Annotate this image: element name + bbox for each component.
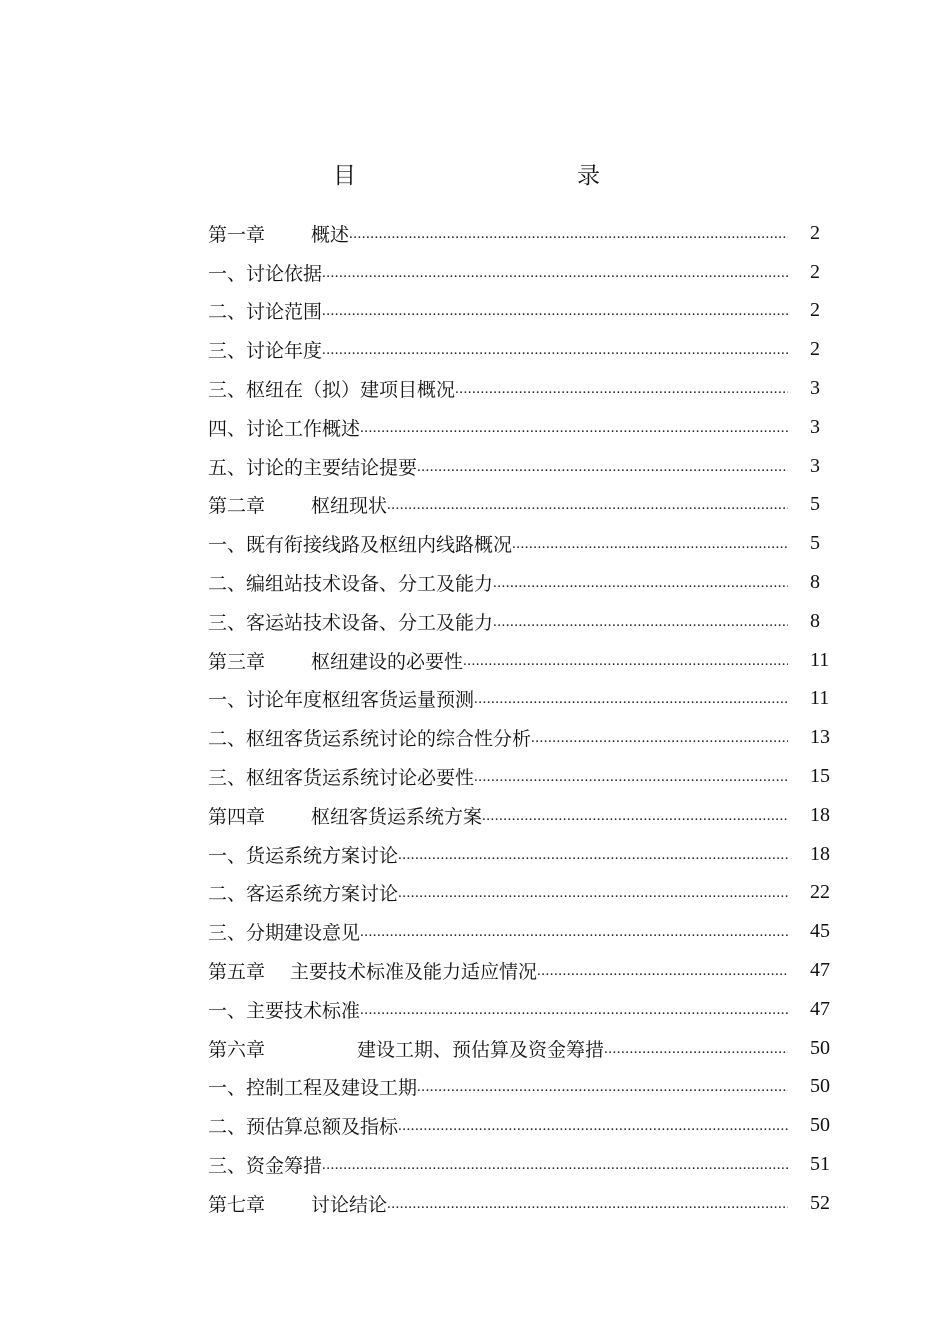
toc-dot-leader: [322, 304, 788, 330]
toc-dot-leader: [322, 343, 788, 369]
toc-entry-label: [208, 879, 398, 906]
toc-entry-text: 枢纽建设的必要性: [311, 650, 464, 673]
toc-dot-leader: [322, 266, 788, 292]
table-of-contents: [208, 214, 834, 1223]
toc-page-number: 13: [810, 726, 830, 749]
toc-dot-leader: [604, 1042, 788, 1068]
toc-entry-label: [208, 918, 360, 945]
toc-entry-label: [208, 530, 512, 557]
toc-section-entry[interactable]: [208, 253, 834, 292]
toc-page-number: 11: [810, 648, 830, 671]
toc-title-char-2: 录: [577, 163, 600, 189]
toc-dot-leader: [455, 382, 788, 408]
toc-chapter-entry[interactable]: [208, 951, 834, 990]
toc-page-number: 8: [810, 571, 820, 594]
toc-entry-text: 三、讨论年度: [208, 340, 323, 363]
toc-page-number: 5: [810, 493, 820, 516]
toc-page-number: 18: [810, 803, 830, 826]
toc-chapter-entry[interactable]: [208, 796, 834, 835]
toc-page-number: 3: [810, 377, 820, 400]
toc-section-entry[interactable]: [208, 408, 834, 447]
toc-page-number: 22: [810, 881, 830, 904]
toc-dot-leader: [398, 886, 788, 912]
toc-entry-text: 概述: [311, 223, 350, 246]
toc-dot-leader: [493, 576, 788, 602]
toc-entry-label: [208, 414, 360, 441]
toc-entry-label: [208, 220, 349, 247]
toc-page-number: 3: [810, 454, 820, 477]
toc-entry-text: 建设工期、预估算及资金筹措: [357, 1038, 605, 1061]
toc-entry-label: [208, 453, 417, 480]
toc-chapter-number: 第二章: [208, 495, 266, 518]
toc-section-entry[interactable]: [208, 1106, 834, 1145]
toc-entry-label: [208, 375, 455, 402]
toc-entry-text: 一、既有衔接线路及枢纽内线路概况: [208, 534, 513, 557]
toc-dot-leader: [417, 460, 788, 486]
toc-dot-leader: [387, 498, 788, 524]
toc-page-number: 2: [810, 221, 820, 244]
toc-section-entry[interactable]: [208, 990, 834, 1029]
toc-entry-label: [208, 1112, 398, 1139]
toc-page-number: 51: [810, 1153, 830, 1176]
toc-chapter-entry[interactable]: [208, 486, 834, 525]
toc-entry-label: [208, 297, 322, 324]
toc-dot-leader: [360, 421, 788, 447]
toc-entry-text: 二、枢纽客货运系统讨论的综合性分析: [208, 728, 532, 751]
toc-dot-leader: [322, 1158, 788, 1184]
toc-page-number: 18: [810, 842, 830, 865]
toc-section-entry[interactable]: [208, 524, 834, 563]
toc-entry-label: [208, 1190, 387, 1217]
toc-entry-text: 枢纽客货运系统方案: [311, 805, 483, 828]
toc-dot-leader: [349, 227, 788, 253]
toc-dot-leader: [474, 692, 788, 718]
toc-dot-leader: [387, 1197, 788, 1223]
toc-entry-label: [208, 491, 387, 518]
toc-entry-text: 枢纽现状: [311, 495, 388, 518]
toc-section-entry[interactable]: [208, 1068, 834, 1107]
toc-section-entry[interactable]: [208, 718, 834, 757]
toc-chapter-number: 第六章: [208, 1038, 266, 1061]
toc-section-entry[interactable]: [208, 447, 834, 486]
toc-section-entry[interactable]: [208, 912, 834, 951]
toc-entry-label: [208, 259, 322, 286]
toc-page-number: 15: [810, 765, 830, 788]
toc-page-number: 50: [810, 1036, 830, 1059]
toc-page-number: 11: [810, 687, 830, 710]
toc-chapter-entry[interactable]: [208, 641, 834, 680]
toc-dot-leader: [417, 1080, 788, 1106]
toc-entry-text: 三、资金筹措: [208, 1155, 323, 1178]
toc-entry-text: 二、讨论范围: [208, 301, 323, 324]
toc-entry-text: 一、讨论年度枢纽客货运量预测: [208, 689, 475, 712]
toc-page-number: 47: [810, 959, 830, 982]
toc-entry-label: [208, 608, 493, 635]
toc-chapter-number: 第三章: [208, 650, 266, 673]
toc-entry-text: 三、枢纽在（拟）建项目概况: [208, 379, 456, 402]
toc-entry-text: 一、货运系统方案讨论: [208, 844, 399, 867]
toc-entry-label: [208, 957, 537, 984]
toc-entry-label: [208, 763, 474, 790]
toc-entry-label: [208, 996, 360, 1023]
toc-section-entry[interactable]: [208, 680, 834, 719]
toc-entry-label: [208, 802, 482, 829]
toc-chapter-number: 第一章: [208, 223, 266, 246]
toc-section-entry[interactable]: [208, 874, 834, 913]
toc-section-entry[interactable]: [208, 563, 834, 602]
toc-chapter-entry[interactable]: [208, 214, 834, 253]
toc-title-char-1: 目: [333, 163, 356, 189]
toc-entry-text: 一、主要技术标准: [208, 999, 361, 1022]
toc-page-number: 5: [810, 532, 820, 555]
toc-page-number: 3: [810, 415, 820, 438]
toc-section-entry[interactable]: [208, 602, 834, 641]
toc-entry-text: 三、客运站技术设备、分工及能力: [208, 611, 494, 634]
toc-page-number: 8: [810, 609, 820, 632]
toc-entry-text: 二、客运系统方案讨论: [208, 883, 399, 906]
toc-entry-label: [208, 1035, 604, 1062]
toc-section-entry[interactable]: [208, 330, 834, 369]
toc-entry-label: [208, 724, 531, 751]
toc-entry-label: [208, 647, 463, 674]
toc-entry-label: [208, 1151, 322, 1178]
toc-dot-leader: [398, 848, 788, 874]
toc-section-entry[interactable]: [208, 292, 834, 331]
toc-section-entry[interactable]: [208, 1145, 834, 1184]
toc-dot-leader: [512, 537, 788, 563]
toc-entry-text: 讨论结论: [311, 1193, 388, 1216]
toc-page-number: 2: [810, 338, 820, 361]
toc-entry-label: [208, 841, 398, 868]
toc-page-number: 47: [810, 997, 830, 1020]
toc-dot-leader: [463, 654, 788, 680]
toc-entry-text: 一、讨论依据: [208, 262, 323, 285]
toc-entry-text: 主要技术标准及能力适应情况: [290, 961, 538, 984]
toc-entry-label: [208, 569, 493, 596]
toc-page-number: 2: [810, 299, 820, 322]
toc-page-number: 50: [810, 1075, 830, 1098]
toc-page-number: 2: [810, 260, 820, 283]
toc-section-entry[interactable]: [208, 835, 834, 874]
toc-section-entry[interactable]: [208, 757, 834, 796]
toc-chapter-entry[interactable]: [208, 1029, 834, 1068]
toc-entry-label: [208, 1073, 417, 1100]
toc-chapter-number: 第五章: [208, 961, 266, 984]
toc-section-entry[interactable]: [208, 369, 834, 408]
toc-dot-leader: [537, 964, 788, 990]
toc-entry-text: 二、预估算总额及指标: [208, 1116, 399, 1139]
toc-entry-text: 一、控制工程及建设工期: [208, 1077, 418, 1100]
toc-entry-text: 三、枢纽客货运系统讨论必要性: [208, 767, 475, 790]
toc-dot-leader: [398, 1119, 788, 1145]
toc-dot-leader: [474, 770, 788, 796]
toc-page-number: 52: [810, 1191, 830, 1214]
toc-entry-text: 五、讨论的主要结论提要: [208, 456, 418, 479]
toc-dot-leader: [360, 1003, 788, 1029]
toc-entry-text: 三、分期建设意见: [208, 922, 361, 945]
toc-entry-text: 四、讨论工作概述: [208, 417, 361, 440]
toc-chapter-entry[interactable]: [208, 1184, 834, 1223]
toc-title: [0, 158, 950, 194]
toc-page-number: 45: [810, 920, 830, 943]
toc-chapter-number: 第七章: [208, 1193, 266, 1216]
toc-dot-leader: [493, 615, 788, 641]
toc-entry-label: [208, 336, 322, 363]
toc-dot-leader: [531, 731, 788, 757]
toc-dot-leader: [482, 809, 788, 835]
toc-entry-text: 二、编组站技术设备、分工及能力: [208, 573, 494, 596]
toc-page-number: 50: [810, 1114, 830, 1137]
toc-entry-label: [208, 685, 474, 712]
toc-chapter-number: 第四章: [208, 805, 266, 828]
toc-dot-leader: [360, 925, 788, 951]
